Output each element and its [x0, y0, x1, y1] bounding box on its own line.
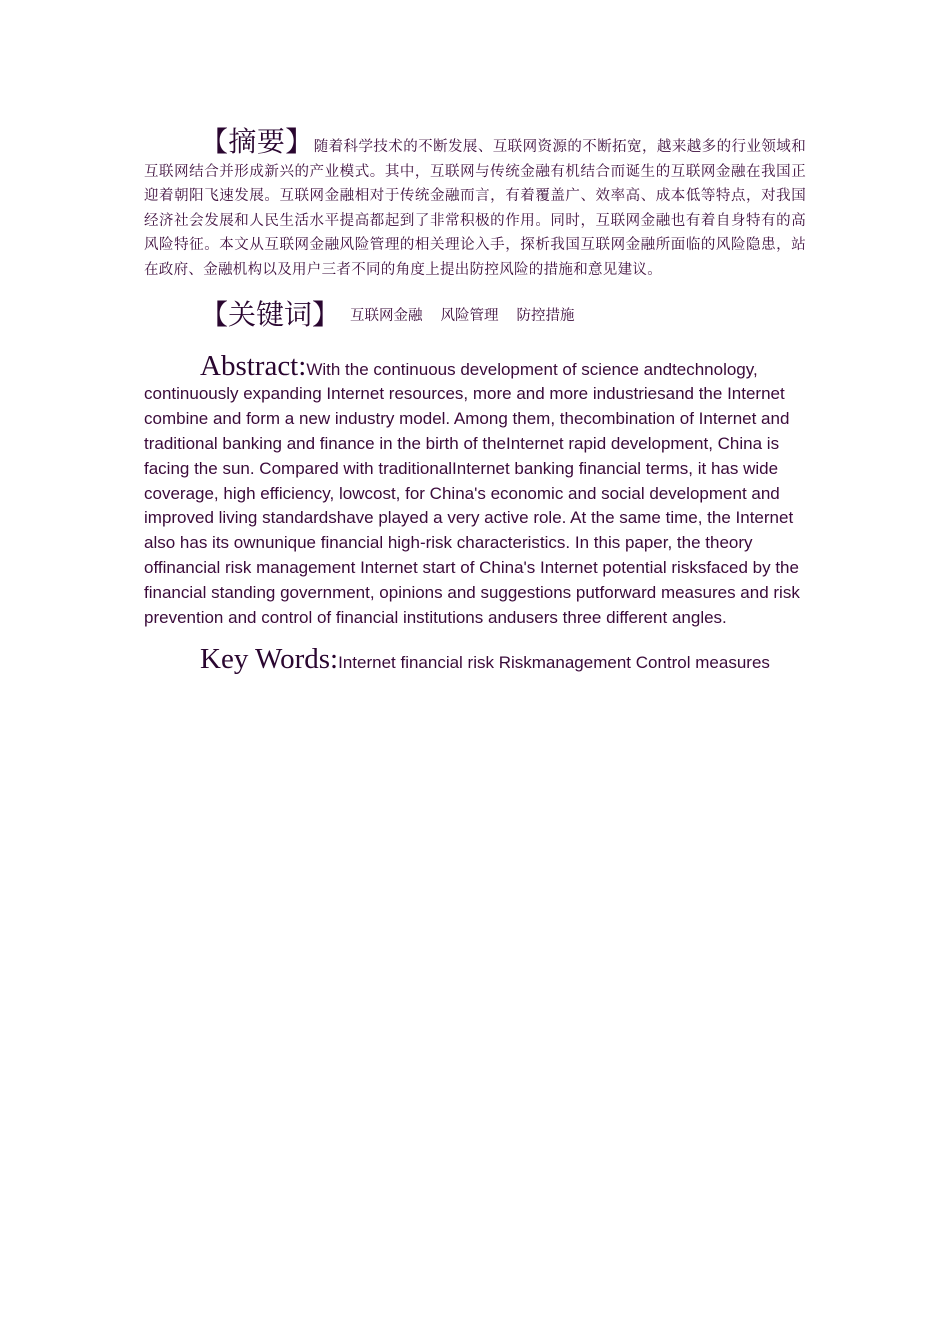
english-keywords-text: Internet financial risk Riskmanagement Control measures — [338, 653, 770, 673]
keyword-item: 防控措施 — [516, 308, 575, 325]
chinese-keywords-heading: 【关键词】 — [200, 297, 341, 331]
english-abstract-block — [144, 351, 806, 631]
document-page — [144, 125, 807, 676]
english-keywords-block — [144, 644, 806, 676]
chinese-abstract — [144, 125, 807, 283]
english-keywords — [144, 644, 806, 676]
chinese-abstract-text: 随着科学技术的不断发展、互联网资源的不断拓宽，越来越多的行业领域和互联网结合并形成新兴的产业模式。其中，互联网与传统金融有机结合而诞生的互联网金融在我国正迎着朝阳飞速发展。互联网金融相对于传统金融而言，有着覆盖广、效率高、成本低等特点，对我国经济社会发展和人民生活水平提高都起到了非常积极的作用。同时，互联网金融也有着自身特有的高风险特征。本文从互联网金融风险管理的相关理论入手，探析我国互联网金融所面临的风险隐患，站在政府、金融机构以及用户三者不同的角度上提出防控风险的措施和意见建议。 — [144, 139, 807, 278]
keyword-item: 风险管理 — [440, 308, 499, 325]
chinese-keywords — [144, 295, 806, 335]
english-abstract-heading: Abstract: — [200, 349, 307, 382]
english-abstract-text: With the continuous development of science andtechnology, continuously expanding Internet resources, more and more industriesand the Internet combine and form a new industry model. Among them, thecombination of Internet and traditional banking and finance in the birth of theInternet rapid development, China is facing the sun. Compared with traditionalInternet banking financial terms, it has wide coverage, high efficiency, lowcost, for China's economic and social development and improved living standardshave played a very active role. At the same time, the Internet also has its ownunique financial high-risk characteristics. In this paper, the theory offinancial risk management Internet start of China's Internet potential risksfaced by the financial standing government, opinions and suggestions putforward measures and risk prevention and control of financial institutions andusers three different angles. — [144, 359, 800, 627]
keyword-item: 互联网金融 — [350, 308, 423, 325]
chinese-abstract-heading: 【摘要】 — [200, 125, 314, 158]
english-abstract — [144, 351, 806, 631]
english-keywords-heading: Key Words: — [200, 643, 339, 676]
